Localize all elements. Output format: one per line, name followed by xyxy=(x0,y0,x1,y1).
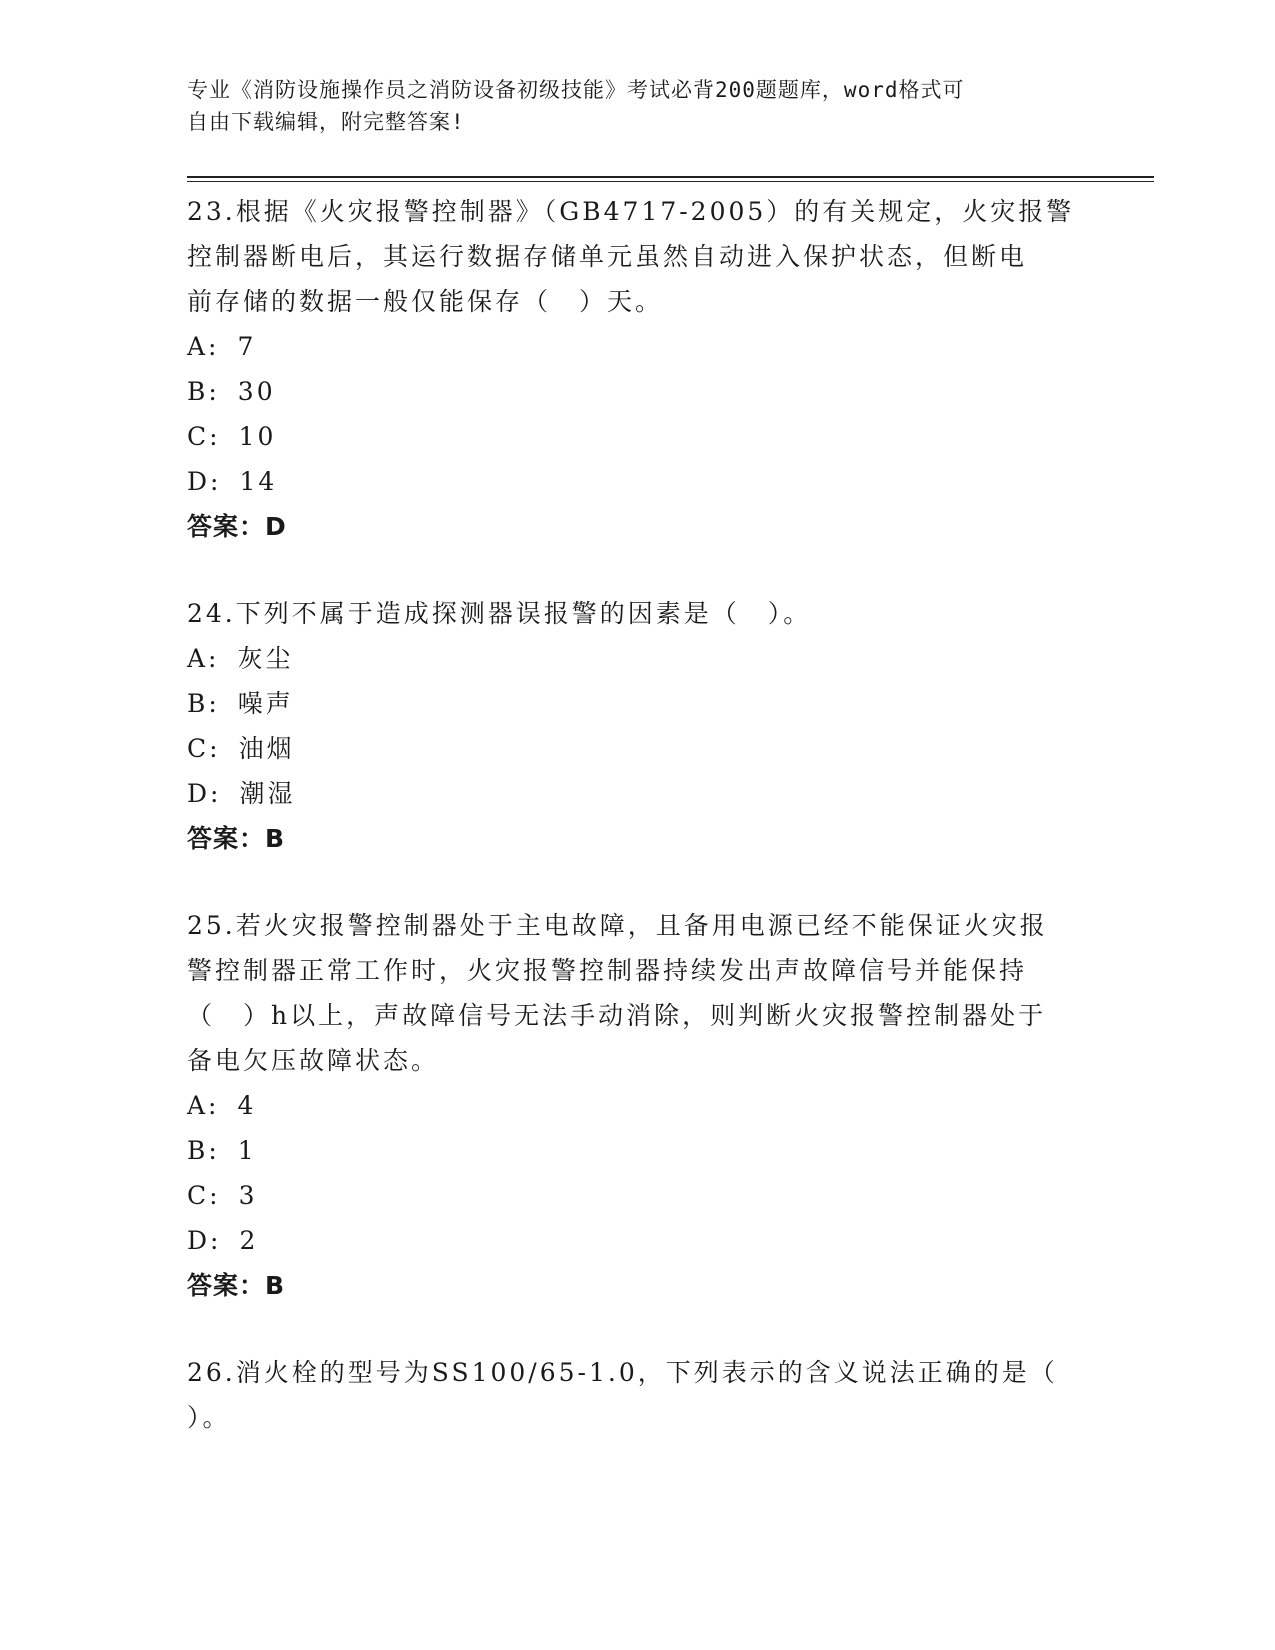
question-text-line: 24.下列不属于造成探测器误报警的因素是（ ）。 xyxy=(187,599,812,628)
header-line-2: 自由下载编辑，附完整答案! xyxy=(187,110,465,134)
option-label: A: xyxy=(187,332,220,361)
option-text: 潮湿 xyxy=(239,779,296,808)
option-text: 14 xyxy=(239,467,278,496)
question-spacer xyxy=(187,1308,1087,1350)
question-block xyxy=(187,591,1087,861)
question-text-line: 25.若火灾报警控制器处于主电故障，且备用电源已经不能保证火灾报 xyxy=(187,911,1048,940)
document-header xyxy=(187,74,1087,138)
option-b xyxy=(187,681,1087,726)
question-text-line: 前存储的数据一般仅能保存（ ）天。 xyxy=(187,287,664,316)
option-text: 4 xyxy=(237,1091,257,1120)
option-a xyxy=(187,1083,1087,1128)
option-label: B: xyxy=(187,1136,220,1165)
question-block xyxy=(187,189,1087,549)
option-label: A: xyxy=(187,1091,220,1120)
option-text: 3 xyxy=(238,1181,258,1210)
answer-line: 答案：B xyxy=(187,824,286,853)
answer-line: 答案：D xyxy=(187,512,287,541)
answer-line: 答案：B xyxy=(187,1271,286,1300)
header-rule-thin xyxy=(187,181,1154,182)
question-list xyxy=(187,189,1087,1440)
option-label: D: xyxy=(187,467,222,496)
question-text-line: 26.消火栓的型号为SS100/65-1.0，下列表示的含义说法正确的是（ xyxy=(187,1358,1058,1387)
option-c xyxy=(187,1173,1087,1218)
question-text-line: 警控制器正常工作时，火灾报警控制器持续发出声故障信号并能保持 xyxy=(187,956,1028,985)
option-a xyxy=(187,636,1087,681)
question-text-line: （ ）h以上，声故障信号无法手动消除，则判断火灾报警控制器处于 xyxy=(187,1001,1047,1030)
option-label: D: xyxy=(187,1226,222,1255)
header-rule-thick xyxy=(187,176,1154,178)
option-b xyxy=(187,369,1087,414)
option-b xyxy=(187,1128,1087,1173)
option-c xyxy=(187,414,1087,459)
header-line-1: 专业《消防设施操作员之消防设备初级技能》考试必背200题题库，word格式可 xyxy=(187,78,965,102)
question-spacer xyxy=(187,861,1087,903)
option-text: 2 xyxy=(239,1226,259,1255)
option-label: C: xyxy=(187,1181,221,1210)
option-label: B: xyxy=(187,689,220,718)
option-d xyxy=(187,1218,1087,1263)
option-text: 7 xyxy=(237,332,257,361)
option-text: 30 xyxy=(237,377,276,406)
question-text-line: 备电欠压故障状态。 xyxy=(187,1046,440,1075)
option-text: 1 xyxy=(237,1136,257,1165)
question-block xyxy=(187,1350,1087,1440)
question-text-line: 控制器断电后，其运行数据存储单元虽然自动进入保护状态，但断电 xyxy=(187,242,1028,271)
option-text: 噪声 xyxy=(237,689,294,718)
option-text: 10 xyxy=(238,422,277,451)
option-text: 灰尘 xyxy=(237,644,294,673)
question-text-line: 23.根据《火灾报警控制器》（GB4717-2005）的有关规定，火灾报警 xyxy=(187,197,1075,226)
question-text-line: ）。 xyxy=(187,1403,231,1432)
option-label: D: xyxy=(187,779,222,808)
question-block xyxy=(187,903,1087,1308)
option-label: B: xyxy=(187,377,220,406)
option-c xyxy=(187,726,1087,771)
option-a xyxy=(187,324,1087,369)
option-text: 油烟 xyxy=(238,734,295,763)
option-d xyxy=(187,771,1087,816)
option-label: C: xyxy=(187,734,221,763)
question-spacer xyxy=(187,549,1087,591)
option-label: A: xyxy=(187,644,220,673)
option-label: C: xyxy=(187,422,221,451)
option-d xyxy=(187,459,1087,504)
